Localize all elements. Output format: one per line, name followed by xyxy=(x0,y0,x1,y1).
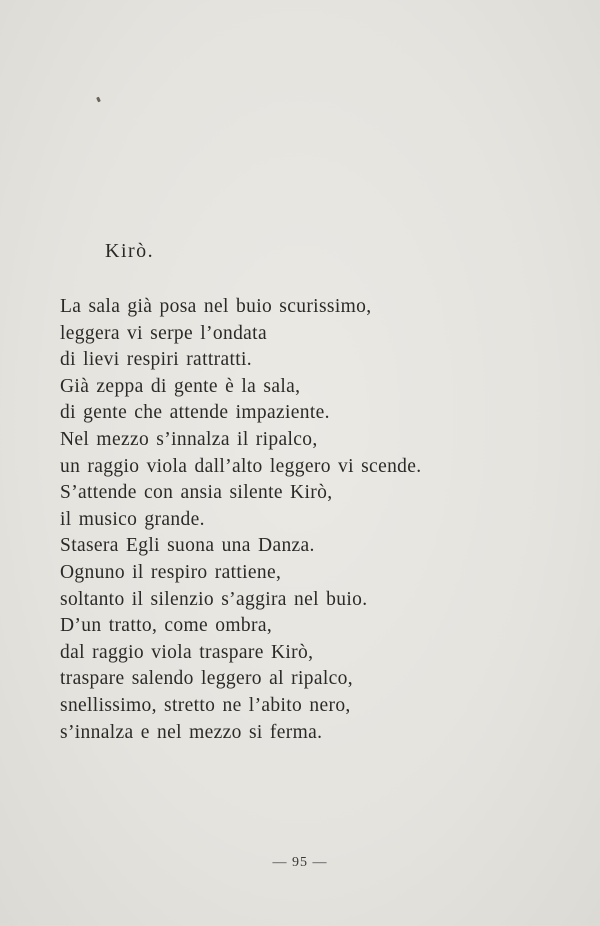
poem-line: s’innalza e nel mezzo si ferma. xyxy=(60,721,323,743)
poem-line: di gente che attende impaziente. xyxy=(60,402,330,424)
poem-line: snellissimo, stretto ne l’abito nero, xyxy=(60,694,351,716)
poem-line: il musico grande. xyxy=(60,508,205,530)
poem-body xyxy=(60,294,422,746)
paper-speck xyxy=(96,97,101,103)
poem-line: un raggio viola dall’alto leggero vi scende. xyxy=(60,455,422,477)
poem-line: Nel mezzo s’innalza il ripalco, xyxy=(60,428,318,450)
poem-line: D’un tratto, come ombra, xyxy=(60,615,273,637)
poem-line: La sala già posa nel buio scurissimo, xyxy=(60,296,372,317)
poem-line: soltanto il silenzio s’aggira nel buio. xyxy=(60,588,368,610)
poem-line: dal raggio viola traspare Kirò, xyxy=(60,641,314,663)
poem-line: Ognuno il respiro rattiene, xyxy=(60,561,282,583)
page-number: — 95 — xyxy=(272,855,328,870)
poem-line: S’attende con ansia silente Kirò, xyxy=(60,482,333,504)
poem-line: Già zeppa di gente è la sala, xyxy=(60,375,301,397)
poem-line: di lievi respiri rattratti. xyxy=(60,349,252,371)
poem-line: traspare salendo leggero al ripalco, xyxy=(60,668,353,690)
poem-title: Kirò. xyxy=(105,240,155,262)
poem-line: Stasera Egli suona una Danza. xyxy=(60,535,315,557)
poem-line: leggera vi serpe l’ondata xyxy=(60,322,267,344)
